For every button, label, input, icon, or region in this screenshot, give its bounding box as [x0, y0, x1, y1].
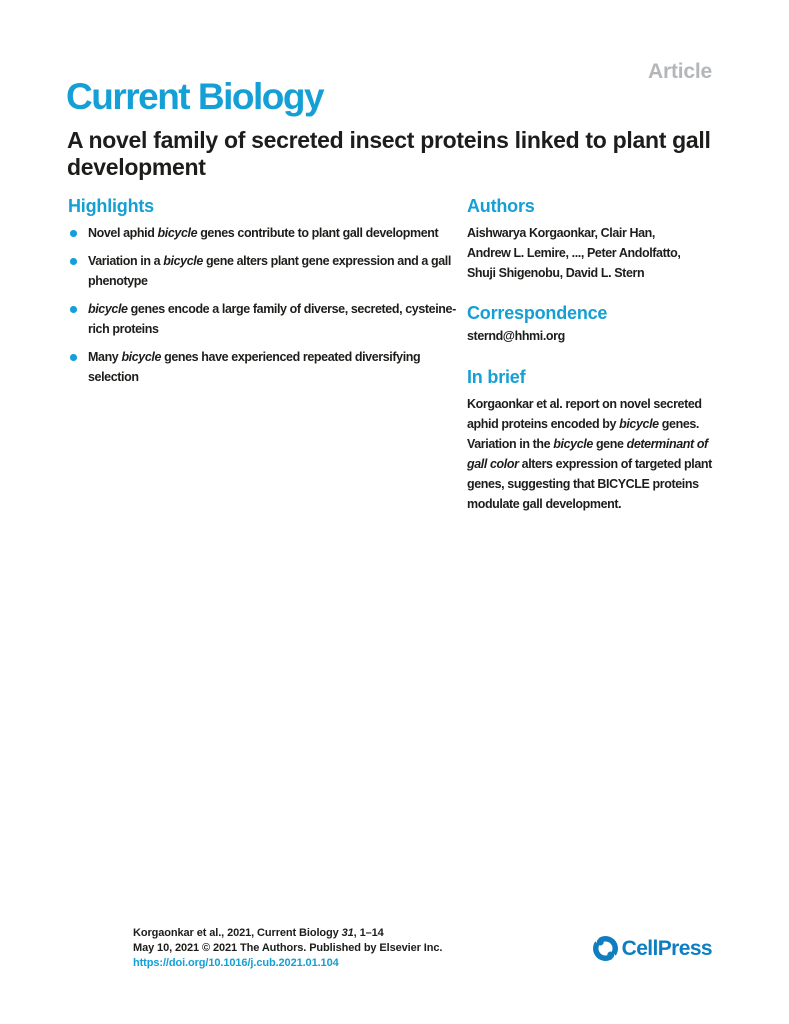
info-column [467, 196, 719, 514]
author-line: Aishwarya Korgaonkar, Clair Han, [467, 226, 655, 240]
bullet-icon [70, 354, 77, 361]
correspondence-email: sternd@hhmi.org [467, 329, 565, 343]
highlight-text: bicycle genes encode a large family of diverse, secreted, cysteine-rich proteins [88, 302, 456, 336]
cellpress-wordmark: CellPress [621, 936, 712, 960]
copyright-line: May 10, 2021 © 2021 The Authors. Published by Elsevier Inc. [133, 942, 443, 954]
cellpress-logo [593, 936, 712, 961]
highlight-text: Many bicycle genes have experienced repeated diversifying selection [88, 350, 421, 384]
highlight-item [68, 251, 456, 291]
footer-citation [133, 926, 442, 971]
article-type-label: Article [648, 60, 712, 83]
correspondence-section [467, 303, 719, 346]
citation-line: Korgaonkar et al., 2021, Current Biology 31, 1–14 [133, 927, 384, 939]
bullet-icon [70, 306, 77, 313]
paper-title: A novel family of secreted insect proteins linked to plant gall development [67, 127, 711, 180]
in-brief-section [467, 367, 719, 514]
highlights-heading: Highlights [68, 196, 154, 216]
journal-logo: Current Biology [66, 76, 324, 117]
bullet-icon [70, 230, 77, 237]
bullet-icon [70, 258, 77, 265]
author-line: Andrew L. Lemire, ..., Peter Andolfatto, [467, 246, 681, 260]
doi-link[interactable]: https://doi.org/10.1016/j.cub.2021.01.104 [133, 957, 339, 969]
in-brief-heading: In brief [467, 367, 526, 387]
highlight-item [68, 347, 456, 387]
highlight-text: Novel aphid bicycle genes contribute to plant gall development [88, 226, 439, 240]
correspondence-heading: Correspondence [467, 303, 608, 323]
highlight-list [68, 223, 456, 387]
summary-columns [68, 196, 719, 514]
cellpress-swirl-icon [593, 936, 618, 961]
highlights-section [68, 196, 456, 514]
highlight-text: Variation in a bicycle gene alters plant gene expression and a gall phenotype [88, 254, 451, 288]
authors-section [467, 196, 719, 283]
highlight-item [68, 299, 456, 339]
highlight-item [68, 223, 456, 243]
in-brief-text: Korgaonkar et al. report on novel secreted aphid proteins encoded by bicycle genes. Variation in the bicycle gene determinant of gall color alters expression of targeted plant genes, suggesting that BICYCLE proteins modulate gall development. [467, 397, 712, 511]
author-line: Shuji Shigenobu, David L. Stern [467, 266, 645, 280]
authors-heading: Authors [467, 196, 535, 216]
